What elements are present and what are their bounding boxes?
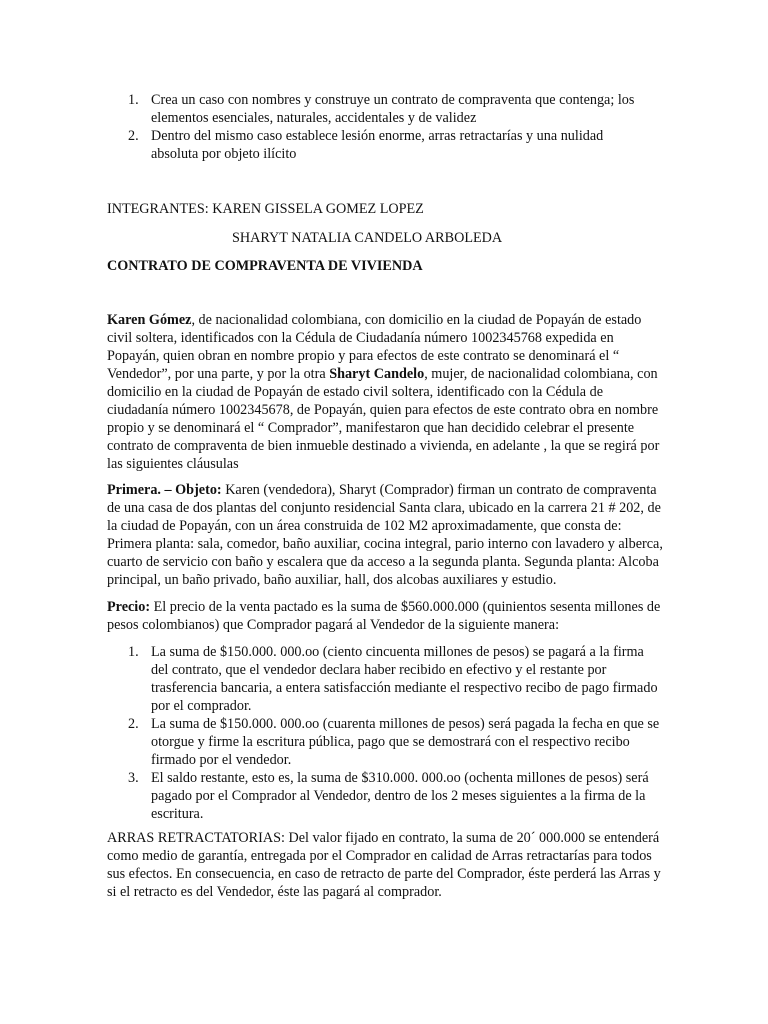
payment-text: La suma de $150.000. 000.oo (ciento cincuenta millones de pesos) se pagará a la firma del contrato, que el vendedor declara haber recibido en efectivo y el restante por trasferencia bancaria, a entera satisfacción mediante el respectivo recibo de pago firmado por el comprador.: [151, 644, 658, 714]
arras-paragraph: ARRAS RETRACTATORIAS: Del valor fijado en contrato, la suma de 20´ 000.000 se entenderá como medio de garantía, entregada por el Comprador en calidad de Arras retractarías para todos sus efectos. En consecuencia, en caso de retracto de parte del Comprador, éste perderá las Arras y si el retracto es del Vendedor, éste las pagará al comprador.: [107, 830, 661, 900]
task-text: Dentro del mismo caso establece lesión enorme, arras retractarías y una nulidad absoluta por objeto ilícito: [151, 128, 604, 162]
task-list: [0, 91, 768, 163]
payment-item: [0, 643, 661, 715]
task-number: 2.: [128, 128, 139, 144]
members-line-2: SHARYT NATALIA CANDELO ARBOLEDA: [232, 230, 503, 246]
members-block: [107, 200, 503, 246]
objeto-paragraph: [107, 481, 663, 589]
intro-text-2: , mujer, de nacionalidad colombiana, con domicilio en la ciudad de Popayán de estado civil soltera, identificado con la Cédula de ciudadanía número 1002345678, de Popayán, quien para efectos de este contrato obra en nombre propio y se denominará el “ Comprador”, manifestaron que han decidido celebrar el presente contrato de compraventa de bien inmueble destinado a vivienda, en adelante , la que se regirá por las siguientes cláusulas: [107, 366, 660, 472]
objeto-text: Karen (vendedora), Sharyt (Comprador) firman un contrato de compraventa de una casa de dos plantas del conjunto residencial Santa clara, ubicado en la carrera 21 # 202, de la ciudad de Popayán, con un área construida de 102 M2 aproximadamente, que consta de: Primera planta: sala, comedor, baño auxiliar, cocina integral, pario interno con lavadero y alberca, cuarto de servicio con baño y escalera que da acceso a la segunda planta. Segunda planta: Alcoba principal, un baño privado, baño auxiliar, hall, dos alcobas auxiliares y estudio.: [107, 482, 663, 588]
seller-name: Karen Gómez: [107, 312, 192, 328]
buyer-name: Sharyt Candelo: [329, 366, 425, 382]
payment-item: [0, 715, 661, 769]
payment-item: [0, 769, 661, 823]
precio-paragraph: [107, 598, 663, 634]
payment-list: [0, 643, 768, 823]
task-item: [0, 91, 651, 127]
payment-number: 2.: [128, 716, 139, 732]
contract-title: CONTRATO DE COMPRAVENTA DE VIVIENDA: [107, 258, 423, 274]
objeto-label: Primera. – Objeto:: [107, 482, 222, 498]
precio-text: El precio de la venta pactado es la suma de $560.000.000 (quinientos sesenta millones de pesos colombianos) que Comprador pagará al Vendedor de la siguiente manera:: [107, 599, 661, 633]
precio-label: Precio:: [107, 599, 151, 615]
payment-number: 1.: [128, 644, 139, 660]
intro-text-1: , de nacionalidad colombiana, con domicilio en la ciudad de Popayán de estado civil soltera, identificados con la Cédula de Ciudadanía número 1002345768 expedida en Popayán, quien obran en nombre propio y para efectos de este contrato se denominará el “ Vendedor”, por una parte, y por la otra: [107, 312, 642, 382]
intro-paragraph: [107, 311, 663, 473]
payment-number: 3.: [128, 770, 139, 786]
task-item: [0, 127, 651, 163]
members-line-1: INTEGRANTES: KAREN GISSELA GOMEZ LOPEZ: [107, 201, 424, 217]
task-text: Crea un caso con nombres y construye un contrato de compraventa que contenga; los elementos esenciales, naturales, accidentales y de validez: [151, 92, 635, 126]
payment-text: La suma de $150.000. 000.oo (cuarenta millones de pesos) será pagada la fecha en que se otorgue y firme la escritura pública, pago que se demostrará con el respectivo recibo firmado por el vendedor.: [151, 716, 660, 768]
task-number: 1.: [128, 92, 139, 108]
payment-text: El saldo restante, esto es, la suma de $310.000. 000.oo (ochenta millones de pesos) será pagado por el Comprador al Vendedor, dentro de los 2 meses siguientes a la firma de la escritura.: [151, 770, 649, 822]
